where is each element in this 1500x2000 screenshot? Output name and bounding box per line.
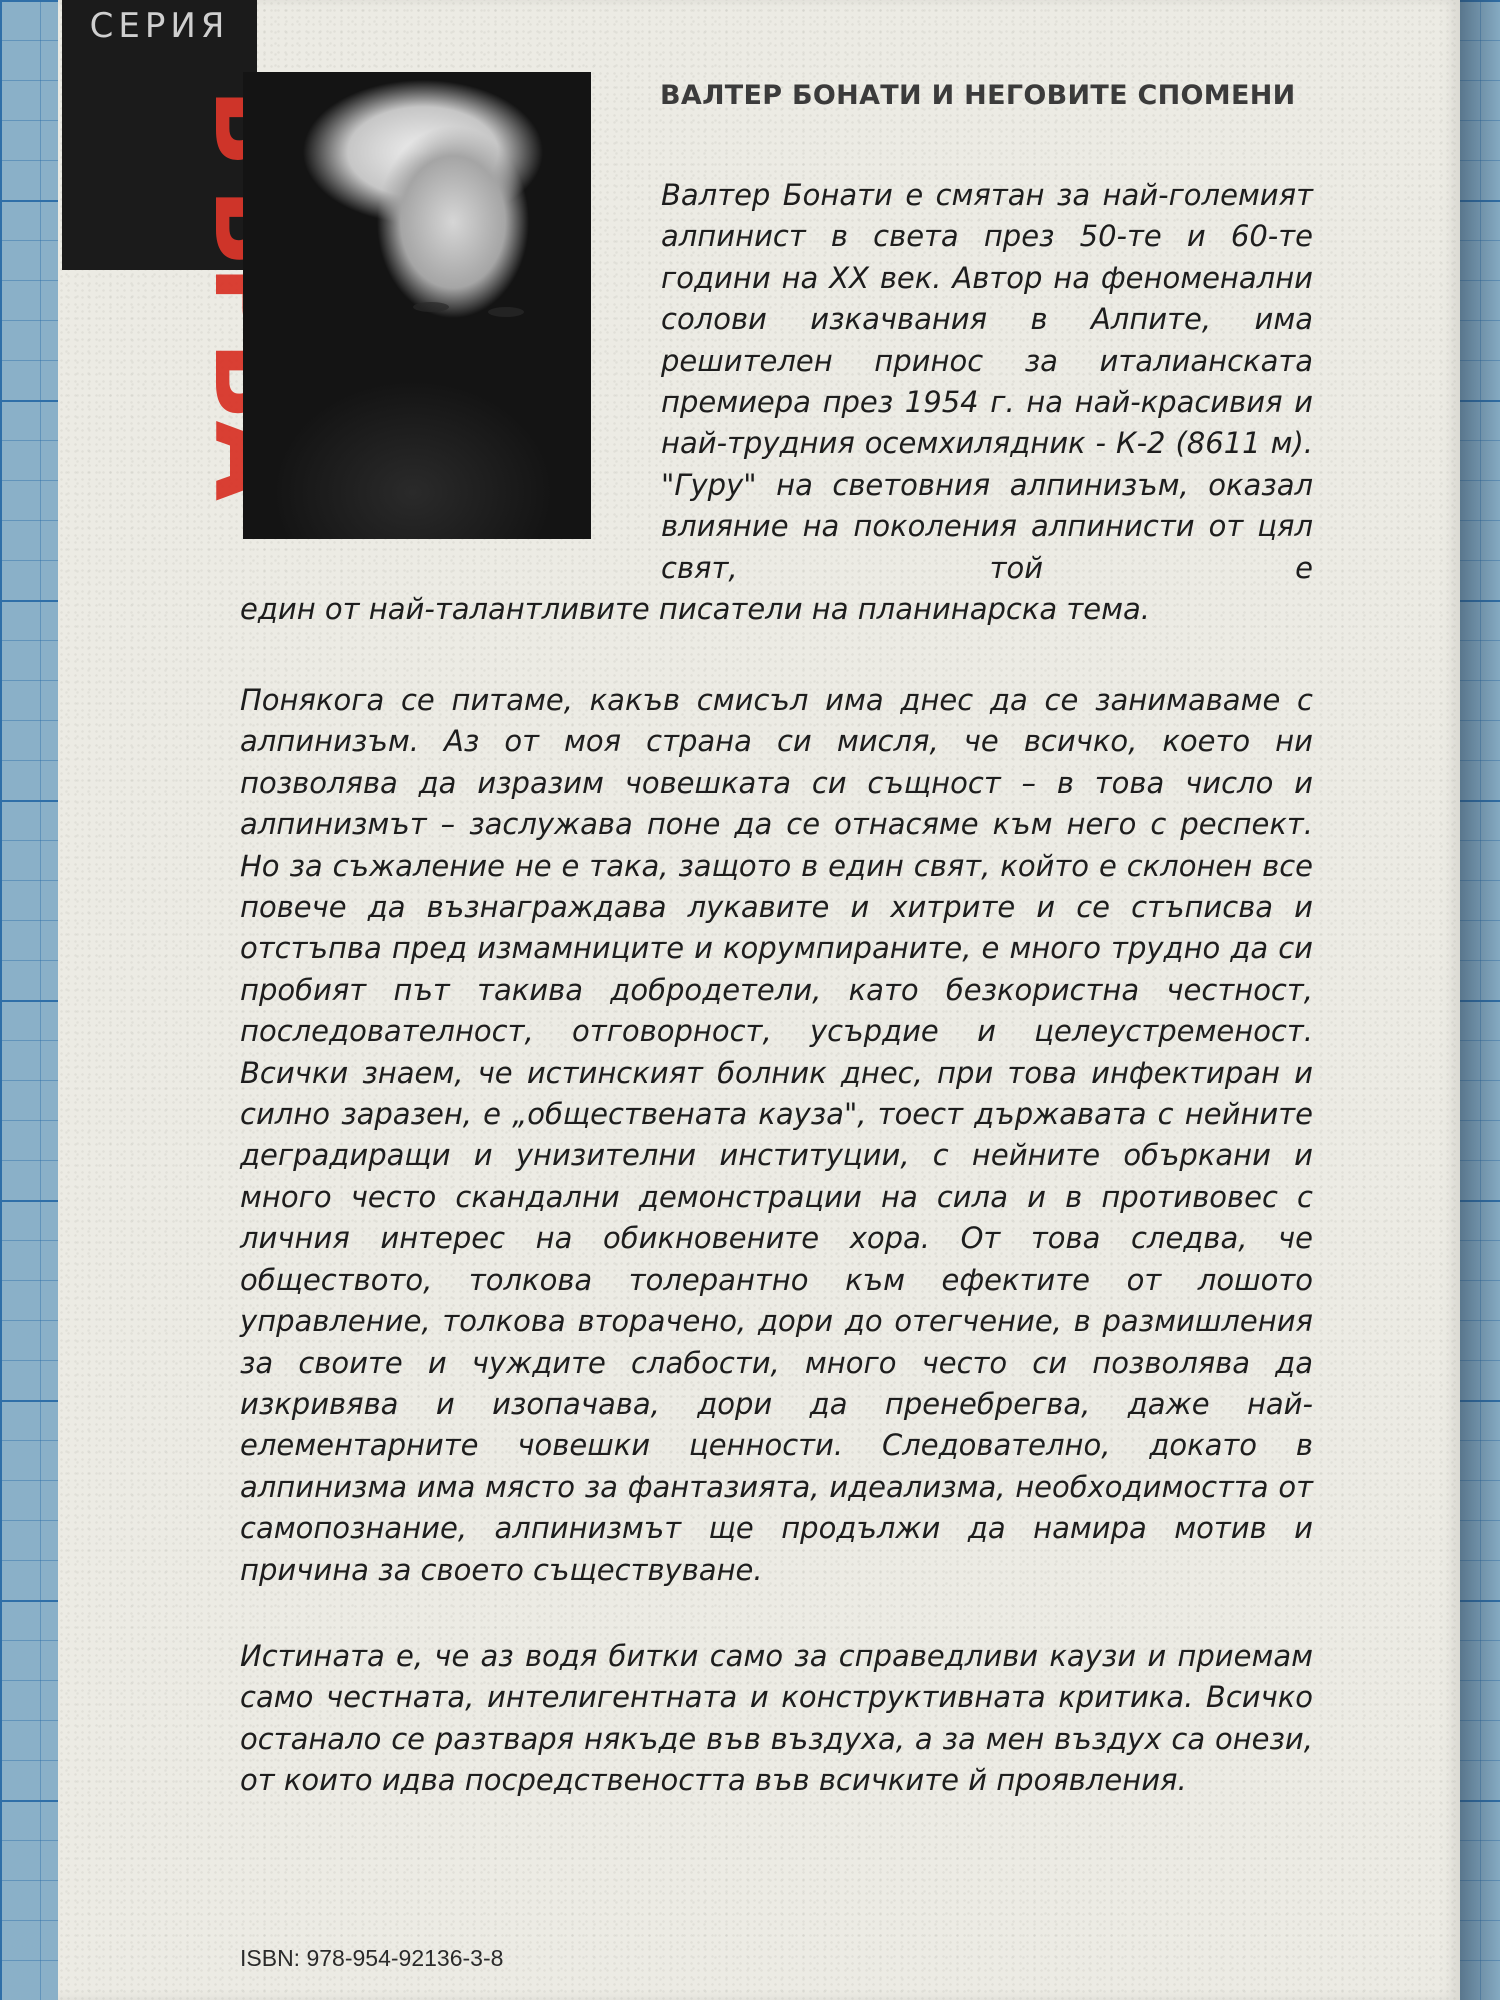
author-portrait-photo: [243, 72, 591, 539]
series-label: СЕРИЯ: [89, 6, 230, 46]
intro-paragraph-tail: един от най-талантливите писатели на планинарска тема.: [240, 592, 1150, 626]
portrait-eye-shade: [413, 302, 449, 312]
series-logo: [62, 0, 257, 270]
page-shadow: [1455, 0, 1500, 2000]
back-cover-title: ВАЛТЕР БОНАТИ И НЕГОВИТЕ СПОМЕНИ: [660, 80, 1296, 111]
closing-paragraph: Истината е, че аз водя битки само за справедливи каузи и приемам само честната, интелигентната и конструктивната критика. Всичко останало се разтваря някъде във въздуха, а за мен въздух са онези, от които идва посредствеността във всичките й проявления.: [240, 1639, 1313, 1798]
intro-paragraph: Валтер Бонати е смятан за най-големият алпинист в света през 50-те и 60-те години на XX век. Автор на феноменални солови изкачвания в Алпите, има решителен принос за италианската премиера през 1954 г. на най-красивия и най-трудния осемхилядник - К-2 (8611 м). "Гуру" на световния алпинизъм, оказал влияние на поколения алпинисти от цял свят, той е: [661, 178, 1313, 585]
isbn-number: ISBN: 978-954-92136-3-8: [240, 1945, 504, 1971]
portrait-eye-shade: [488, 307, 524, 317]
quote-paragraph: Понякога се питаме, какъв смисъл има днес да се занимаваме с алпинизъм. Аз от моя страна си мисля, че всичко, което ни позволява да изразим човешката си същност – в това число и алпинизмът – заслужава поне да се отнасяме към него с респект. Но за съжаление не е така, защото в един свят, който е склонен все повече да възнаграждава лукавите и хитрите и се стъписва и отстъпва пред измамниците и корумпираните, е много трудно да си пробият път такива добродетели, като безкористна честност, последователност, отговорност, усърдие и целеустременост. Всички знаем, че истинският болник днес, при това инфектиран и силно заразен, е „обществената кауза", тоест държавата с нейните деградиращи и унизителни институции, с нейните объркани и много често скандални демонстрации на сила и в противовес с личния интерес на обикновените хора. От това следва, че обществото, толкова толерантно към ефектите от лошото управление, толкова вторачено, дори до отегчение, в размишления за своите и чуждите слабости, много често си позволява да изкривява и изопачава, дори да пренебрегва, даже най-елементарните човешки ценности. Следователно, докато в алпинизма има място за фантазията, идеализма, необходимостта от самопознание, алпинизмът ще продължи да намира мотив и причина за своето съществуване.: [240, 683, 1313, 1587]
